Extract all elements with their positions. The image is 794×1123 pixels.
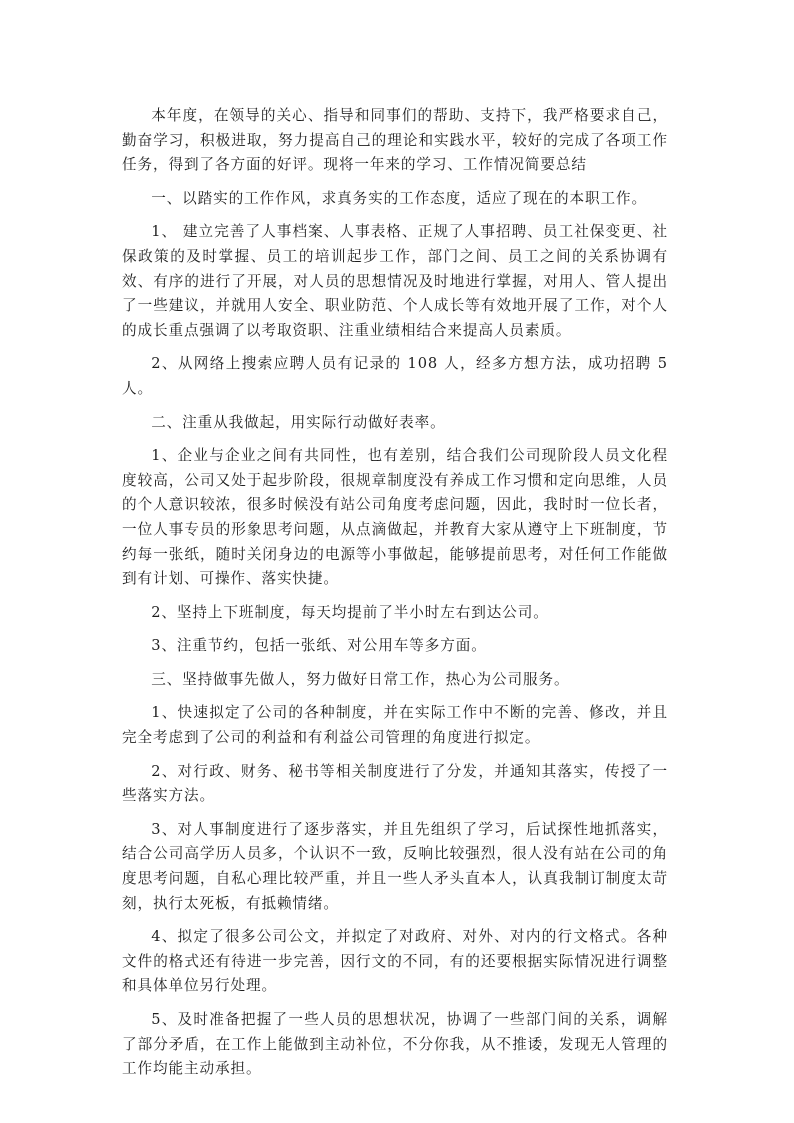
paragraph-1-2: 2、从网络上搜索应聘人员有记录的 108 人，经多方想方法，成功招聘 5 人。 xyxy=(122,355,668,397)
paragraph-1-1: 1、 建立完善了人事档案、人事表格、正规了人事招聘、员工社保变更、社保政策的及时掌握、员工的培训起步工作，部门之间、员工之间的关系协调有效、有序的进行了开展，对人员的思想情况及时地进行掌握，对用人、管人提出了一些建议，并就用人安全、职业防范、个人成长等有效地开展了工作，对个人的成长重点强调了以考取资职、注重业绩相结合来提高人员素质。 xyxy=(122,223,668,339)
paragraph-2-3: 3、注重节约，包括一张纸、对公用车等多方面。 xyxy=(151,637,487,655)
intro-paragraph: 本年度，在领导的关心、指导和同事们的帮助、支持下，我严格要求自己，勤奋学习，积极进取，努力提高自己的理论和实践水平，较好的完成了各项工作任务，得到了各方面的好评。现将一年来的学习、工作情况简要总结 xyxy=(122,107,668,174)
paragraph-2-1: 1、企业与企业之间有共同性，也有差别，结合我们公司现阶段人员文化程度较高，公司又处于起步阶段，很规章制度没有养成工作习惯和定向思维，人员的个人意识较浓，很多时候没有站公司角度考虑问题，因此，我时时一位长者，一位人事专员的形象思考问题，从点滴做起，并教育大家从遵守上下班制度，节约每一张纸，随时关闭身边的电源等小事做起，能够提前思考，对任何工作能做到有计划、可操作、落实快捷。 xyxy=(122,447,668,588)
paragraph-3-5: 5、及时准备把握了一些人员的思想状况，协调了一些部门间的关系，调解了部分矛盾，在工作上能做到主动补位，不分你我，从不推诿，发现无人管理的工作均能主动承担。 xyxy=(122,1011,668,1078)
paragraph-3-3: 3、对人事制度进行了逐步落实，并且先组织了学习，后试探性地抓落实，结合公司高学历人员多，个认识不一致，反响比较强烈，很人没有站在公司的角度思考问题，自私心理比较严重，并且一些人矛头直本人，认真我制订制度太苛刻，执行太死板，有抵赖情绪。 xyxy=(122,820,668,912)
paragraph-3-4: 4、拟定了很多公司公文，并拟定了对政府、对外、对内的行文格式。各种文件的格式还有待进一步完善，因行文的不同，有的还要根据实际情况进行调整和具体单位另行处理。 xyxy=(122,928,668,995)
paragraph-3-1: 1、快速拟定了公司的各种制度，并在实际工作中不断的完善、修改，并且完全考虑到了公司的利益和有利益公司管理的角度进行拟定。 xyxy=(122,704,668,747)
paragraph-2-2: 2、坚持上下班制度，每天均提前了半小时左右到达公司。 xyxy=(151,603,549,621)
section-heading-1: 一、以踏实的工作作风，求真务实的工作态度，适应了现在的本职工作。 xyxy=(151,189,647,207)
section-heading-3: 三、坚持做事先做人，努力做好日常工作，热心为公司服务。 xyxy=(151,670,570,688)
section-heading-2: 二、注重从我做起，用实际行动做好表率。 xyxy=(151,413,446,431)
document-body xyxy=(122,104,668,1091)
paragraph-3-2: 2、对行政、财务、秘书等相关制度进行了分发，并通知其落实，传授了一些落实方法。 xyxy=(122,762,668,805)
